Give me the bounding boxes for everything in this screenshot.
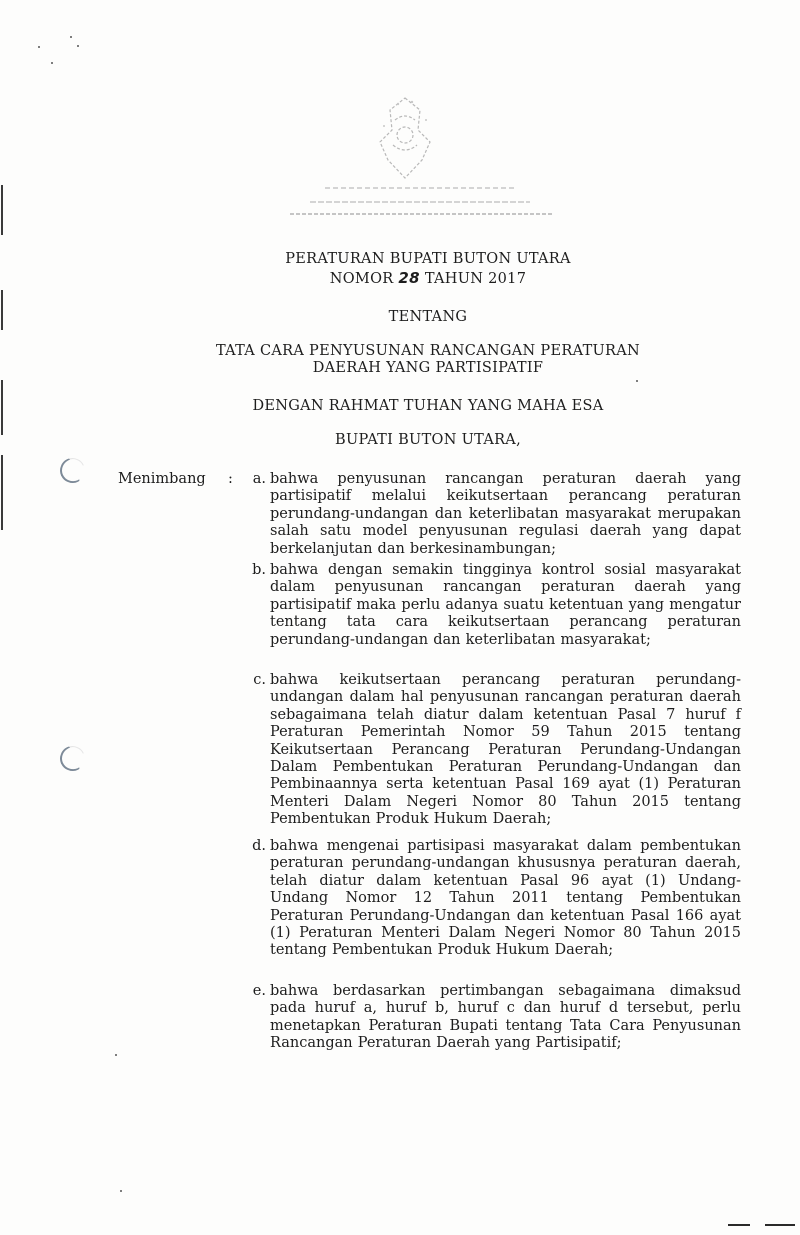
- authority-line: BUPATI BUTON UTARA,: [335, 432, 521, 448]
- considering-colon: :: [228, 471, 233, 487]
- item-letter: d.: [252, 838, 266, 854]
- emblem-caption-faded: [280, 212, 560, 216]
- punch-hole-mark: [56, 454, 88, 486]
- item-text: bahwa penyusunan rancangan peraturan daerah yang partisipatif melalui keikutsertaan perancang peraturan perundang-undangan dan keterlibatan masyarakat merupakan salah satu model penyusunan regulasi daerah yang dapat berkelanjutan dan berkesinambungan;: [270, 471, 741, 557]
- regulation-title: PERATURAN BUPATI BUTON UTARA: [285, 251, 571, 267]
- scan-speck: [120, 1190, 122, 1192]
- item-text: bahwa keikutsertaan perancang peraturan perundang-undangan dalam hal penyusunan rancangan peraturan daerah sebagaimana telah diatur dalam ketentuan Pasal 7 huruf f Peraturan Pemerintah Nomor 59 Tahun 2015 tentang Keikutsertaan Perancang Peraturan Perundang-Undangan Dalam Pembentukan Peraturan Perundang-Undangan dan Pembinaannya serta ketentuan Pasal 169 ayat (1) Peraturan Menteri Dalam Negeri Nomor 80 Tahun 2015 tentang Pembentukan Produk Hukum Daerah;: [270, 672, 741, 828]
- regulation-number: 28: [398, 269, 420, 287]
- number-year: TAHUN 2017: [424, 271, 527, 287]
- scan-bottom-dash: [765, 1224, 795, 1226]
- regency-emblem-icon: [360, 90, 450, 190]
- considering-label: Menimbang: [118, 471, 206, 487]
- scan-bottom-dash: [728, 1224, 750, 1226]
- punch-hole-mark: [56, 742, 88, 774]
- scan-speck: [70, 36, 72, 38]
- item-letter: c.: [253, 672, 266, 688]
- item-letter: a.: [252, 471, 266, 487]
- scan-speck: [115, 1054, 117, 1056]
- item-text: bahwa mengenai partisipasi masyarakat dalam pembentukan peraturan perundang-undangan khususnya peraturan daerah, telah diatur dalam ketentuan Pasal 96 ayat (1) Undang-Undang Nomor 12 Tahun 2011 tentang Pembentukan Peraturan Perundang-Undangan dan ketentuan Pasal 166 ayat (1) Peraturan Menteri Dalam Negeri Nomor 80 Tahun 2015 tentang Pembentukan Produk Hukum Daerah;: [270, 838, 741, 959]
- scan-edge-line: [1, 455, 3, 530]
- item-letter: e.: [252, 983, 266, 999]
- item-letter: b.: [252, 562, 266, 578]
- scan-edge-line: [1, 185, 3, 235]
- subject-line-2: DAERAH YANG PARTISIPATIF: [312, 360, 544, 376]
- scan-speck: [51, 62, 53, 64]
- emblem-caption-faded: [280, 200, 560, 204]
- number-prefix: NOMOR: [329, 271, 394, 287]
- invocation-line: DENGAN RAHMAT TUHAN YANG MAHA ESA: [252, 398, 604, 414]
- emblem-caption-faded: [280, 186, 560, 190]
- scan-speck: [38, 46, 40, 48]
- scan-speck: [77, 45, 79, 47]
- regulation-number-line: [0, 269, 800, 287]
- tentang-heading: TENTANG: [388, 309, 468, 325]
- subject-line-1: TATA CARA PENYUSUNAN RANCANGAN PERATURAN: [215, 343, 641, 359]
- item-text: bahwa dengan semakin tingginya kontrol sosial masyarakat dalam penyusunan rancangan peraturan daerah yang partisipatif maka perlu adanya suatu ketentuan yang mengatur tentang tata cara keikutsertaan perancang peraturan perundang-undangan dan keterlibatan masyarakat;: [270, 562, 741, 648]
- scan-speck: [636, 380, 638, 382]
- item-text: bahwa berdasarkan pertimbangan sebagaimana dimaksud pada huruf a, huruf b, huruf c dan huruf d tersebut, perlu menetapkan Peraturan Bupati tentang Tata Cara Penyusunan Rancangan Peraturan Daerah yang Partisipatif;: [270, 983, 741, 1052]
